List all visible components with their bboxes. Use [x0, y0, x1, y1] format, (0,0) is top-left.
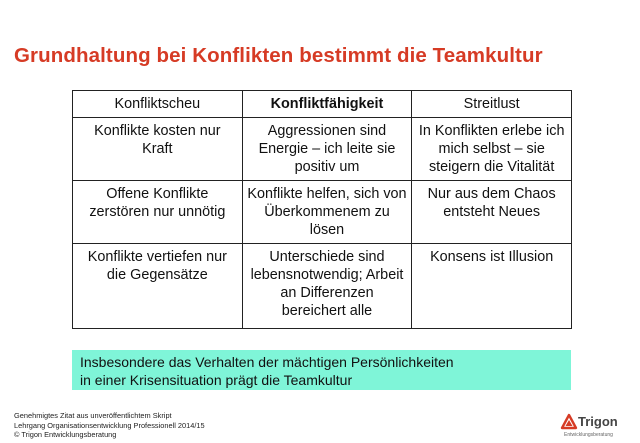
- footer-line: Genehmigtes Zitat aus unveröffentlichtem Skript: [14, 411, 172, 420]
- footer-line: © Trigon Entwicklungsberatung: [14, 430, 117, 439]
- footer-line: Lehrgang Organisationsentwicklung Professionell 2014/15: [14, 420, 205, 430]
- table-cell: Nur aus dem Chaos entsteht Neues: [412, 181, 572, 244]
- table-cell: Konflikte helfen, sich von Überkommenem zu lösen: [242, 181, 412, 244]
- slide-title: Grundhaltung bei Konflikten bestimmt die Teamkultur: [14, 44, 543, 67]
- table-cell: Offene Konflikte zerstören nur unnötig: [73, 181, 243, 244]
- trigon-logo: [560, 413, 630, 441]
- table-cell: Konflikte kosten nur Kraft: [73, 118, 243, 181]
- footer-credits: [14, 411, 205, 440]
- conflict-attitude-table: [72, 90, 572, 329]
- table-cell: Konflikte vertiefen nur die Gegensätze: [73, 244, 243, 329]
- header-streitlust: Streitlust: [412, 91, 572, 118]
- table-row: [73, 118, 572, 181]
- table-cell: Konsens ist Illusion: [412, 244, 572, 329]
- table-row: [73, 244, 572, 329]
- table-row: [73, 181, 572, 244]
- header-konfliktscheu: Konfliktscheu: [73, 91, 243, 118]
- table-cell: In Konflikten erlebe ich mich selbst – sie steigern die Vitalität: [412, 118, 572, 181]
- key-message-line: Insbesondere das Verhalten der mächtigen Persönlichkeiten: [80, 354, 454, 370]
- logo-wordmark: Trigon: [578, 414, 618, 429]
- logo-subtitle: Entwicklungsberatung: [564, 432, 613, 438]
- table-header-row: [73, 91, 572, 118]
- table-cell: Unterschiede sind lebensnotwendig; Arbeit an Differenzen bereichert alle: [242, 244, 412, 329]
- table-cell: Aggressionen sind Energie – ich leite sie positiv um: [242, 118, 412, 181]
- trigon-triangle-icon: [560, 413, 578, 431]
- key-message-box: [72, 350, 571, 390]
- header-konfliktfaehigkeit: Konfliktfähigkeit: [242, 91, 412, 118]
- key-message-line: in einer Krisensituation prägt die Teamkultur: [80, 372, 353, 388]
